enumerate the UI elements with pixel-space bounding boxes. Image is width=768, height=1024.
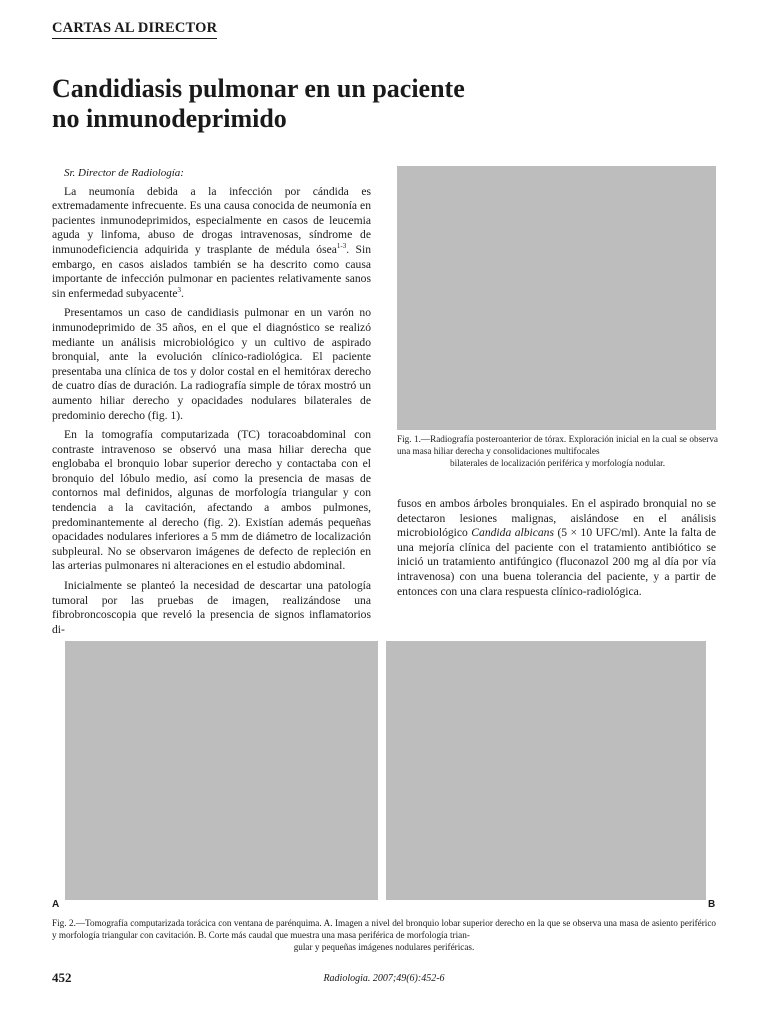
right-column (397, 497, 716, 604)
paragraph-3: En la tomografía computarizada (TC) toracoabdominal con contraste intravenoso se observó una masa hiliar derecha que englobaba el bronquio lobar superior derecho y contactaba con el bronquio del lóbulo medio, así como la presencia de masas de contornos mal definidos, algunas de morfología triangular y con tendencia a la cavitación, afectando a ambos pulmones, predominantemente al derecho (fig. 2). Existían además pequeñas opacidades nodulares inferiores a 5 mm de diámetro de localización subpleural. No se observaron imágenes de defecto de repleción en las arterias pulmonares ni alteraciones en el estudio abdominal. (52, 428, 371, 573)
figure-2-caption: Fig. 2.—Tomografía computarizada torácica con ventana de parénquima. A. Imagen a nivel del bronquio lobar superior derecho en la que se observa una masa de asiento periférico y morfología triangular con cavitación. B. Corte más caudal que muestra una masa periférica de morfología trian- gular y pequeñas imágenes nodulares periféricas. (52, 918, 716, 952)
figure-2b-image (386, 641, 706, 900)
paragraph-1: La neumonía debida a la infección por cándida es extremadamente infrecuente. Es una causa conocida de neumonía en pacientes inmunodeprimidos, especialmente en casos de leucemia aguda y linfoma, abuso de drogas intravenosas, síndrome de inmunodeficiencia adquirida y trasplante de médula ósea$^{1-3}$. Sin embargo, en casos aislados también se ha descrito como causa importante de infección pulmonar en pacientes relativamente sanos sin enfermedad subyacente$^3$. (52, 184, 371, 300)
reference-marker: 1-3 (336, 242, 347, 251)
section-heading: CARTAS AL DIRECTOR (52, 20, 217, 39)
left-column (52, 166, 371, 642)
reference-marker: 3 (177, 285, 182, 294)
paragraph-4: Inicialmente se planteó la necesidad de descartar una patología tumoral por las pruebas de imagen, realizándose una fibrobroncoscopia que reveló la presencia de signos inflamatorios di- (52, 579, 371, 636)
organism-name: Candida albicans (471, 526, 554, 540)
journal-citation: Radiologia. 2007;49(6):452-6 (323, 973, 445, 984)
figure-2-label-b: B (708, 899, 716, 910)
paragraph-2: Presentamos un caso de candidiasis pulmonar en un varón no inmunodeprimido de 35 años, en el que el diagnóstico se realizó mediante un análisis microbiológico y un cultivo de aspirado bronquial, ante la evolución clínico-radiológica. El paciente presentaba una clínica de tos y dolor costal en el hemitórax derecho de cuatro días de duración. La radiografía simple de tórax mostró un aumento hiliar derecho y opacidades nodulares bilaterales de predominio derecho (fig. 1). (52, 306, 371, 422)
salutation: Sr. Director de Radiología: (64, 167, 184, 179)
figure-2-label-a: A (52, 899, 60, 910)
article-title (52, 74, 692, 134)
figure-2a-image (65, 641, 378, 900)
title-line-1: Candidiasis pulmonar en un paciente (52, 74, 465, 103)
figure-1-caption: Fig. 1.—Radiografía posteroanterior de tórax. Exploración inicial en la cual se observa una masa hiliar derecha y consolidaciones multifocales bilaterales de localización periférica y morfología nodular. (397, 434, 718, 468)
paragraph-5: fusos en ambos árboles bronquiales. En el aspirado bronquial no se detectaron lesiones malignas, aislándose en el análisis microbiológico Candida albicans (5 × 10 UFC/ml). Ante la falta de una mejoría clínica del paciente con el tratamiento antibiótico se inició un tratamiento antifúngico (fluconazol 200 mg al día por vía intravenosa) con una buena tolerancia del paciente, y a partir de entonces con una clara respuesta clínico-radiológica. (397, 497, 716, 598)
title-line-2: no inmunodeprimido (52, 104, 287, 133)
figure-1-image (397, 166, 716, 430)
page-number: 452 (52, 970, 72, 985)
